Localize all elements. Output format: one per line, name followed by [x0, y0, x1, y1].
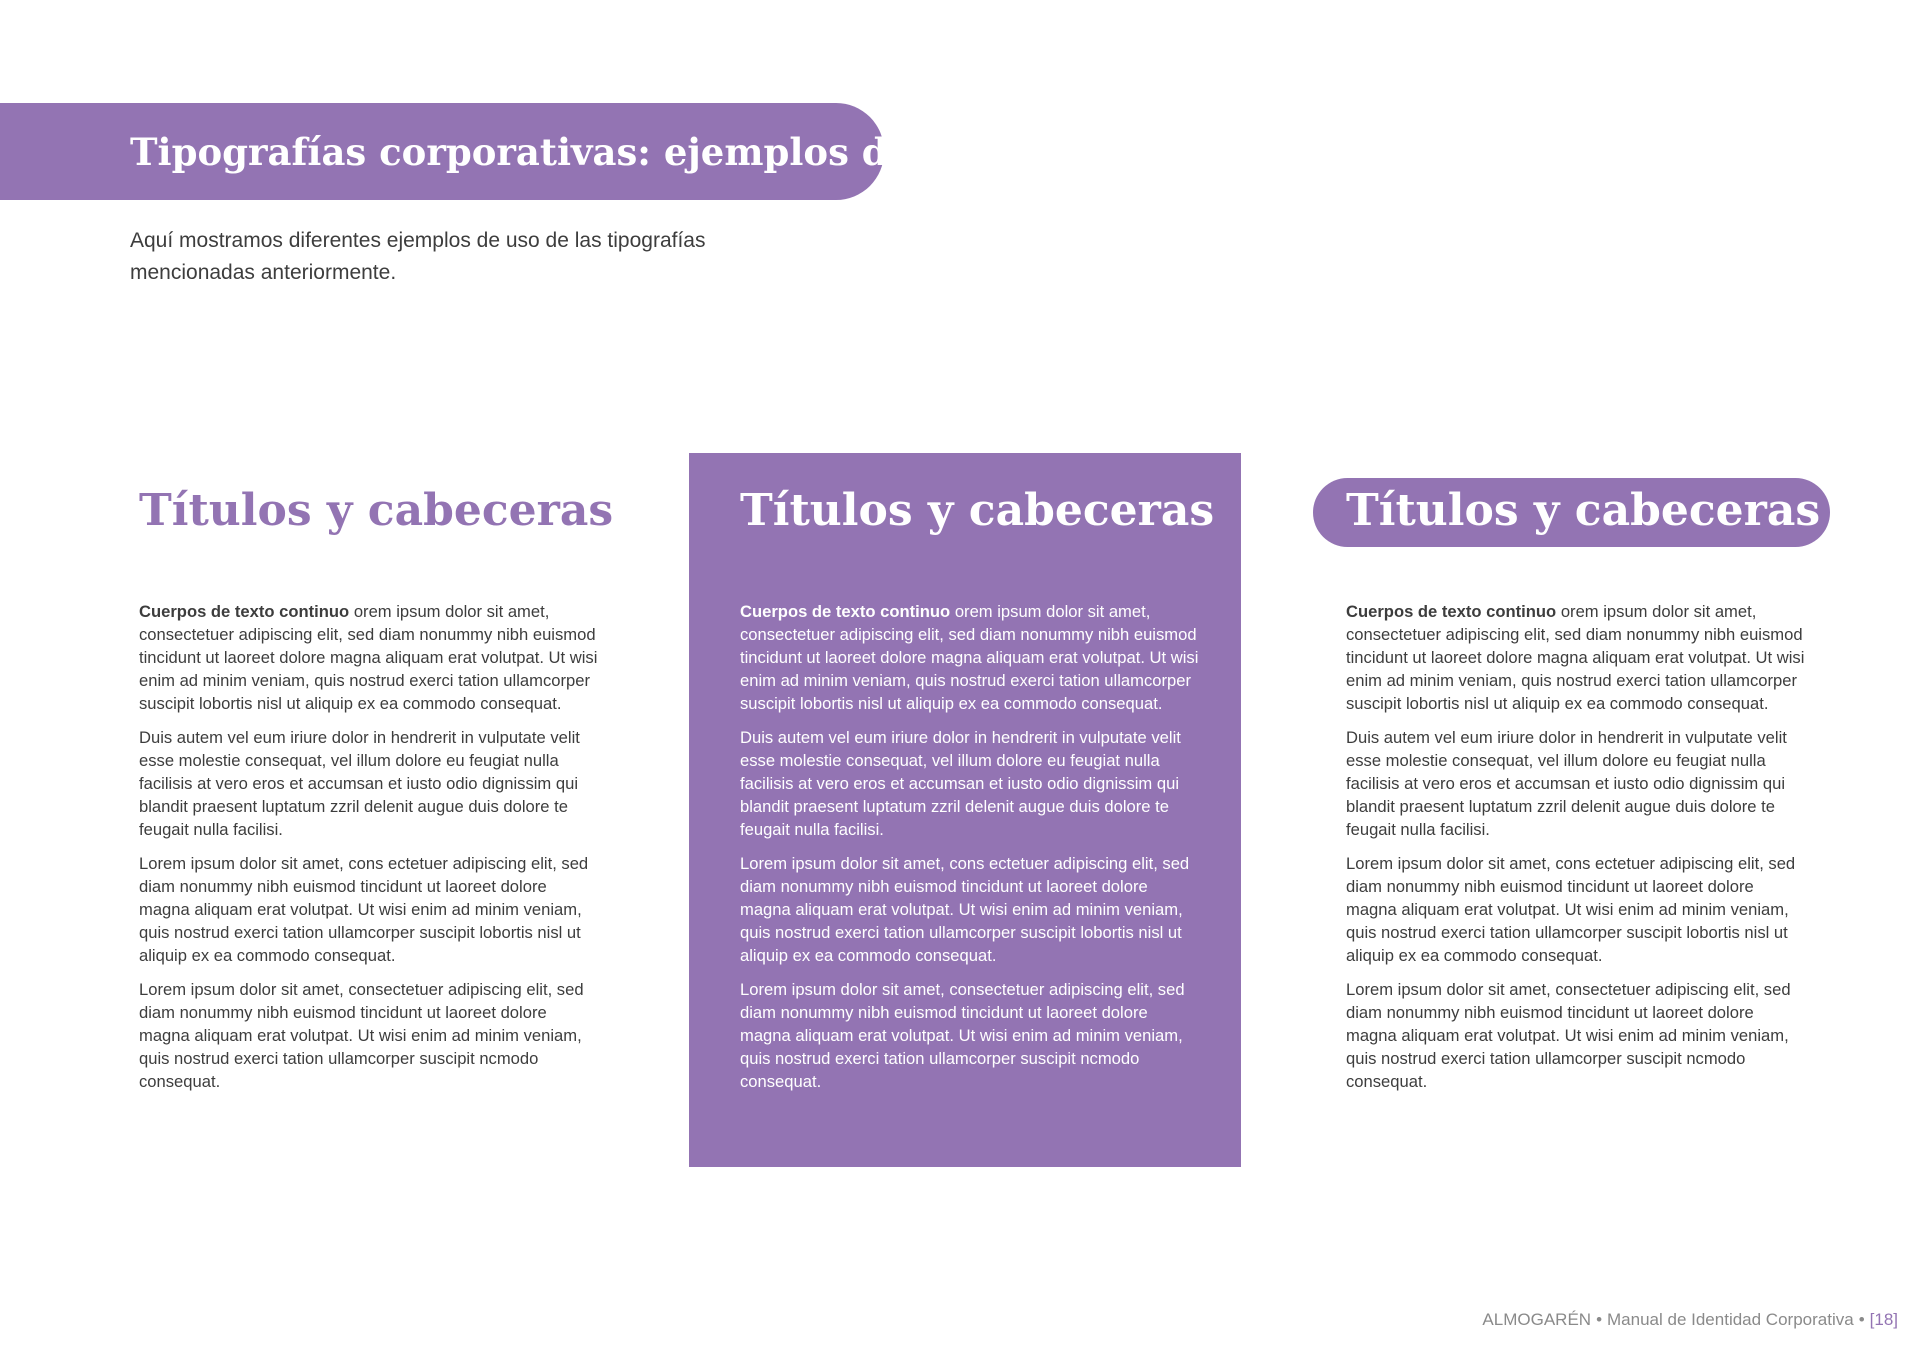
- lead-text: Cuerpos de texto continuo: [1346, 602, 1557, 621]
- footer-separator: •: [1858, 1310, 1865, 1329]
- body-paragraph: Duis autem vel eum iriure dolor in hendrerit in vulputate velit esse molestie consequat, vel illum dolore eu feugiat nulla facilisis at vero eros et accumsan et iusto odio dignissim qui blandit praesent luptatum zzril delenit augue duis dolore te feugait nulla facilisi.: [1346, 728, 1787, 839]
- footer-separator: •: [1596, 1310, 1603, 1329]
- body-paragraph: Lorem ipsum dolor sit amet, cons ectetuer adipiscing elit, sed diam nonummy nibh euismod tincidunt ut laoreet dolore magna aliquam erat volutpat. Ut wisi enim ad minim veniam, quis nostrud exerci tation ullamcorper suscipit lobortis nisl ut aliquip ex ea commodo consequat.: [139, 854, 589, 965]
- page-footer: [1482, 1308, 1898, 1332]
- body-paragraph: Duis autem vel eum iriure dolor in hendrerit in vulputate velit esse molestie consequat, vel illum dolore eu feugiat nulla facilisis at vero eros et accumsan et iusto odio dignissim qui blandit praesent luptatum zzril delenit augue duis dolore te feugait nulla facilisi.: [740, 728, 1181, 839]
- body-paragraph: Lorem ipsum dolor sit amet, cons ectetuer adipiscing elit, sed diam nonummy nibh euismod tincidunt ut laoreet dolore magna aliquam erat volutpat. Ut wisi enim ad minim veniam, quis nostrud exerci tation ullamcorper suscipit lobortis nisl ut aliquip ex ea commodo consequat.: [740, 854, 1190, 965]
- example-column-plain: [139, 478, 614, 1104]
- body-paragraph: [139, 600, 599, 715]
- column-body: [139, 600, 599, 1093]
- intro-text: Aquí mostramos diferentes ejemplos de uso de las tipografías mencionadas anteriormente.: [130, 229, 706, 284]
- column-heading: Títulos y cabeceras: [1346, 485, 1821, 536]
- example-column-pill-heading: [1346, 478, 1821, 1104]
- body-paragraph: Lorem ipsum dolor sit amet, consectetuer adipiscing elit, sed diam nonummy nibh euismod tincidunt ut laoreet dolore magna aliquam erat volutpat. Ut wisi enim ad minim veniam, quis nostrud exerci tation ullamcorper suscipit ncmodo consequat.: [1346, 980, 1791, 1091]
- paragraph-text: orem ipsum dolor sit amet, consectetuer adipiscing elit, sed diam nonummy nibh euismod tincidunt ut laoreet dolore magna aliquam erat volutpat. Ut wisi enim ad minim veniam, quis nostrud exerci tation ullamcorper suscipit lobortis nisl ut aliquip ex ea commodo consequat.: [740, 602, 1199, 713]
- body-paragraph: [740, 600, 1200, 715]
- example-column-purple-box: [740, 478, 1215, 1104]
- lead-text: Cuerpos de texto continuo: [740, 602, 951, 621]
- paragraph-text: orem ipsum dolor sit amet, consectetuer adipiscing elit, sed diam nonummy nibh euismod tincidunt ut laoreet dolore magna aliquam erat volutpat. Ut wisi enim ad minim veniam, quis nostrud exerci tation ullamcorper suscipit lobortis nisl ut aliquip ex ea commodo consequat.: [1346, 602, 1805, 713]
- lead-text: Cuerpos de texto continuo: [139, 602, 350, 621]
- page-number: [18]: [1869, 1310, 1898, 1329]
- body-paragraph: Lorem ipsum dolor sit amet, consectetuer adipiscing elit, sed diam nonummy nibh euismod tincidunt ut laoreet dolore magna aliquam erat volutpat. Ut wisi enim ad minim veniam, quis nostrud exerci tation ullamcorper suscipit ncmodo consequat.: [139, 980, 584, 1091]
- body-paragraph: [1346, 600, 1806, 715]
- column-heading: Títulos y cabeceras: [740, 485, 1215, 536]
- column-heading: Títulos y cabeceras: [139, 485, 614, 536]
- page-title: Tipografías corporativas: ejemplos de uso: [130, 130, 997, 174]
- body-paragraph: Lorem ipsum dolor sit amet, cons ectetuer adipiscing elit, sed diam nonummy nibh euismod tincidunt ut laoreet dolore magna aliquam erat volutpat. Ut wisi enim ad minim veniam, quis nostrud exerci tation ullamcorper suscipit lobortis nisl ut aliquip ex ea commodo consequat.: [1346, 854, 1796, 965]
- paragraph-text: orem ipsum dolor sit amet, consectetuer adipiscing elit, sed diam nonummy nibh euismod tincidunt ut laoreet dolore magna aliquam erat volutpat. Ut wisi enim ad minim veniam, quis nostrud exerci tation ullamcorper suscipit lobortis nisl ut aliquip ex ea commodo consequat.: [139, 602, 598, 713]
- column-body: [740, 600, 1200, 1093]
- footer-doc-title: Manual de Identidad Corporativa: [1607, 1310, 1854, 1329]
- body-paragraph: Duis autem vel eum iriure dolor in hendrerit in vulputate velit esse molestie consequat, vel illum dolore eu feugiat nulla facilisis at vero eros et accumsan et iusto odio dignissim qui blandit praesent luptatum zzril delenit augue duis dolore te feugait nulla facilisi.: [139, 728, 580, 839]
- column-body: [1346, 600, 1806, 1093]
- body-paragraph: Lorem ipsum dolor sit amet, consectetuer adipiscing elit, sed diam nonummy nibh euismod tincidunt ut laoreet dolore magna aliquam erat volutpat. Ut wisi enim ad minim veniam, quis nostrud exerci tation ullamcorper suscipit ncmodo consequat.: [740, 980, 1185, 1091]
- footer-brand: ALMOGARÉN: [1482, 1310, 1592, 1329]
